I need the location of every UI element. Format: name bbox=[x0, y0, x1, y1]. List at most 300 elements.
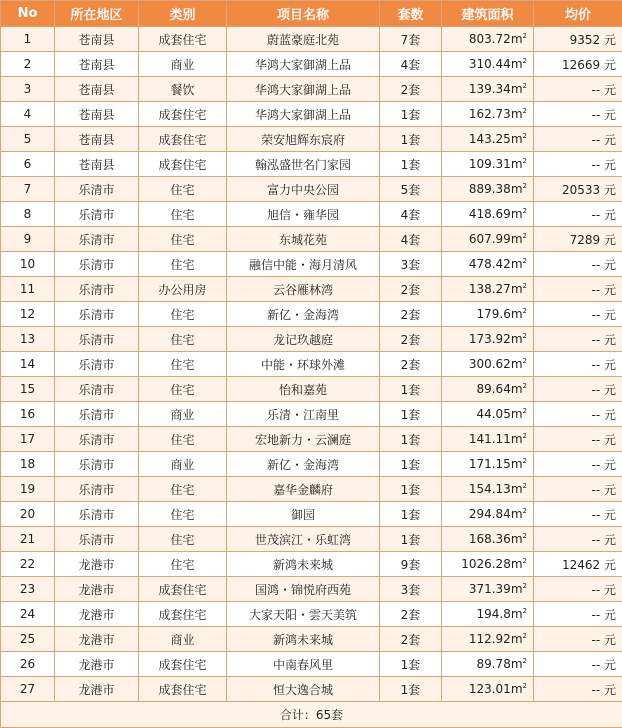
cell-project: 云谷雁林湾 bbox=[227, 277, 380, 302]
cell-category: 住宅 bbox=[139, 477, 227, 502]
cell-no: 19 bbox=[1, 477, 55, 502]
cell-area: 苍南县 bbox=[55, 152, 139, 177]
cell-no: 9 bbox=[1, 227, 55, 252]
cell-category: 成套住宅 bbox=[139, 102, 227, 127]
cell-area: 乐清市 bbox=[55, 327, 139, 352]
cell-project: 宏地新力・云澜庭 bbox=[227, 427, 380, 452]
cell-floor-area bbox=[442, 352, 534, 377]
area-unit: m bbox=[511, 557, 523, 571]
cell-units: 9套 bbox=[380, 552, 442, 577]
cell-units: 4套 bbox=[380, 227, 442, 252]
cell-category: 住宅 bbox=[139, 552, 227, 577]
cell-units: 1套 bbox=[380, 452, 442, 477]
area-unit: m bbox=[511, 107, 523, 121]
area-unit-exponent: 2 bbox=[523, 357, 527, 365]
cell-units: 2套 bbox=[380, 627, 442, 652]
floor-area-value: 171.15 bbox=[469, 457, 511, 471]
floor-area-value: 44.05 bbox=[476, 407, 510, 421]
table-row bbox=[1, 452, 622, 477]
cell-avg-price: -- 元 bbox=[534, 202, 622, 227]
area-unit: m bbox=[511, 457, 523, 471]
floor-area-value: 607.99 bbox=[469, 232, 511, 246]
table-body bbox=[1, 27, 622, 702]
cell-project: 华鸿大家御湖上品 bbox=[227, 77, 380, 102]
cell-category: 住宅 bbox=[139, 352, 227, 377]
area-unit: m bbox=[511, 582, 523, 596]
cell-avg-price: 12462 元 bbox=[534, 552, 622, 577]
floor-area-value: 889.38 bbox=[469, 182, 511, 196]
cell-units: 2套 bbox=[380, 77, 442, 102]
floor-area-value: 168.36 bbox=[469, 532, 511, 546]
cell-category: 办公用房 bbox=[139, 277, 227, 302]
floor-area-value: 109.31 bbox=[469, 157, 511, 171]
area-unit: m bbox=[511, 132, 523, 146]
cell-project: 嘉华金麟府 bbox=[227, 477, 380, 502]
floor-area-value: 418.69 bbox=[469, 207, 511, 221]
cell-avg-price: -- 元 bbox=[534, 277, 622, 302]
table-row bbox=[1, 502, 622, 527]
area-unit: m bbox=[511, 382, 523, 396]
cell-avg-price: -- 元 bbox=[534, 152, 622, 177]
cell-category: 住宅 bbox=[139, 377, 227, 402]
cell-floor-area bbox=[442, 152, 534, 177]
table-footer-row bbox=[1, 702, 622, 728]
cell-avg-price: -- 元 bbox=[534, 427, 622, 452]
cell-no: 14 bbox=[1, 352, 55, 377]
cell-floor-area bbox=[442, 302, 534, 327]
cell-avg-price: -- 元 bbox=[534, 527, 622, 552]
cell-no: 5 bbox=[1, 127, 55, 152]
cell-no: 25 bbox=[1, 627, 55, 652]
table-row bbox=[1, 527, 622, 552]
area-unit-exponent: 2 bbox=[523, 107, 527, 115]
cell-project: 中能・环球外滩 bbox=[227, 352, 380, 377]
table-row bbox=[1, 177, 622, 202]
cell-project: 乐清・江南里 bbox=[227, 402, 380, 427]
table-row bbox=[1, 377, 622, 402]
table-row bbox=[1, 627, 622, 652]
total-units: 合计：65套 bbox=[1, 702, 622, 728]
cell-category: 住宅 bbox=[139, 202, 227, 227]
cell-avg-price: -- 元 bbox=[534, 477, 622, 502]
cell-category: 住宅 bbox=[139, 527, 227, 552]
floor-area-value: 803.72 bbox=[469, 32, 511, 46]
cell-avg-price: -- 元 bbox=[534, 452, 622, 477]
area-unit-exponent: 2 bbox=[523, 282, 527, 290]
cell-units: 7套 bbox=[380, 27, 442, 52]
table-row bbox=[1, 302, 622, 327]
cell-category: 住宅 bbox=[139, 252, 227, 277]
area-unit-exponent: 2 bbox=[523, 382, 527, 390]
cell-floor-area bbox=[442, 577, 534, 602]
table-row bbox=[1, 52, 622, 77]
cell-project: 新亿・金海湾 bbox=[227, 452, 380, 477]
cell-floor-area bbox=[442, 652, 534, 677]
cell-area: 龙港市 bbox=[55, 627, 139, 652]
cell-units: 1套 bbox=[380, 102, 442, 127]
area-unit: m bbox=[511, 157, 523, 171]
cell-units: 4套 bbox=[380, 52, 442, 77]
cell-floor-area bbox=[442, 602, 534, 627]
cell-units: 1套 bbox=[380, 377, 442, 402]
cell-area: 乐清市 bbox=[55, 477, 139, 502]
cell-area: 乐清市 bbox=[55, 302, 139, 327]
cell-floor-area bbox=[442, 277, 534, 302]
table-row bbox=[1, 152, 622, 177]
table-row bbox=[1, 202, 622, 227]
area-unit-exponent: 2 bbox=[523, 32, 527, 40]
area-unit: m bbox=[511, 282, 523, 296]
cell-area: 苍南县 bbox=[55, 77, 139, 102]
table-row bbox=[1, 127, 622, 152]
cell-floor-area bbox=[442, 327, 534, 352]
floor-area-value: 139.34 bbox=[469, 82, 511, 96]
cell-avg-price: 20533 元 bbox=[534, 177, 622, 202]
area-unit-exponent: 2 bbox=[523, 582, 527, 590]
cell-area: 苍南县 bbox=[55, 27, 139, 52]
floor-area-value: 138.27 bbox=[469, 282, 511, 296]
cell-units: 1套 bbox=[380, 502, 442, 527]
area-unit: m bbox=[511, 682, 523, 696]
cell-units: 1套 bbox=[380, 127, 442, 152]
cell-floor-area bbox=[442, 102, 534, 127]
table-row bbox=[1, 352, 622, 377]
area-unit: m bbox=[511, 607, 523, 621]
area-unit-exponent: 2 bbox=[523, 507, 527, 515]
cell-avg-price: -- 元 bbox=[534, 102, 622, 127]
cell-no: 18 bbox=[1, 452, 55, 477]
cell-floor-area bbox=[442, 177, 534, 202]
table-row bbox=[1, 477, 622, 502]
cell-project: 融信中能・海月清风 bbox=[227, 252, 380, 277]
floor-area-value: 310.44 bbox=[469, 57, 511, 71]
area-unit-exponent: 2 bbox=[523, 257, 527, 265]
cell-floor-area bbox=[442, 377, 534, 402]
table-row bbox=[1, 577, 622, 602]
cell-project: 荣安旭辉东宸府 bbox=[227, 127, 380, 152]
area-unit-exponent: 2 bbox=[523, 682, 527, 690]
cell-area: 乐清市 bbox=[55, 527, 139, 552]
cell-units: 1套 bbox=[380, 652, 442, 677]
area-unit-exponent: 2 bbox=[523, 182, 527, 190]
cell-floor-area bbox=[442, 402, 534, 427]
floor-area-value: 89.64 bbox=[476, 382, 510, 396]
cell-no: 6 bbox=[1, 152, 55, 177]
cell-units: 1套 bbox=[380, 402, 442, 427]
cell-category: 商业 bbox=[139, 52, 227, 77]
cell-area: 乐清市 bbox=[55, 252, 139, 277]
cell-category: 成套住宅 bbox=[139, 27, 227, 52]
cell-floor-area bbox=[442, 552, 534, 577]
area-unit: m bbox=[511, 57, 523, 71]
area-unit-exponent: 2 bbox=[523, 457, 527, 465]
area-unit-exponent: 2 bbox=[523, 532, 527, 540]
cell-area: 乐清市 bbox=[55, 502, 139, 527]
area-unit: m bbox=[511, 332, 523, 346]
area-unit-exponent: 2 bbox=[523, 82, 527, 90]
cell-project: 新鸿未来城 bbox=[227, 552, 380, 577]
cell-category: 住宅 bbox=[139, 427, 227, 452]
cell-area: 苍南县 bbox=[55, 102, 139, 127]
cell-no: 7 bbox=[1, 177, 55, 202]
cell-project: 蔚蓝豪庭北苑 bbox=[227, 27, 380, 52]
cell-project: 御园 bbox=[227, 502, 380, 527]
area-unit: m bbox=[511, 232, 523, 246]
area-unit-exponent: 2 bbox=[523, 132, 527, 140]
cell-category: 商业 bbox=[139, 627, 227, 652]
table-row bbox=[1, 102, 622, 127]
cell-project: 大家天阳・雲天美筑 bbox=[227, 602, 380, 627]
cell-avg-price: -- 元 bbox=[534, 127, 622, 152]
cell-floor-area bbox=[442, 427, 534, 452]
cell-project: 世茂滨江・乐虹湾 bbox=[227, 527, 380, 552]
cell-area: 龙港市 bbox=[55, 652, 139, 677]
cell-no: 24 bbox=[1, 602, 55, 627]
cell-area: 乐清市 bbox=[55, 402, 139, 427]
cell-avg-price: -- 元 bbox=[534, 377, 622, 402]
cell-no: 17 bbox=[1, 427, 55, 452]
cell-project: 国鸿・锦悦府西苑 bbox=[227, 577, 380, 602]
area-unit-exponent: 2 bbox=[523, 207, 527, 215]
cell-no: 8 bbox=[1, 202, 55, 227]
cell-area: 乐清市 bbox=[55, 452, 139, 477]
floor-area-value: 1026.28 bbox=[461, 557, 511, 571]
cell-avg-price: 12669 元 bbox=[534, 52, 622, 77]
area-unit: m bbox=[511, 632, 523, 646]
header-no: No bbox=[1, 1, 55, 27]
cell-area: 苍南县 bbox=[55, 127, 139, 152]
cell-units: 1套 bbox=[380, 677, 442, 702]
cell-avg-price: -- 元 bbox=[534, 252, 622, 277]
cell-area: 龙港市 bbox=[55, 602, 139, 627]
cell-area: 龙港市 bbox=[55, 552, 139, 577]
cell-units: 2套 bbox=[380, 602, 442, 627]
floor-area-value: 143.25 bbox=[469, 132, 511, 146]
cell-category: 住宅 bbox=[139, 177, 227, 202]
cell-no: 15 bbox=[1, 377, 55, 402]
cell-area: 乐清市 bbox=[55, 352, 139, 377]
cell-avg-price: -- 元 bbox=[534, 627, 622, 652]
cell-floor-area bbox=[442, 502, 534, 527]
area-unit-exponent: 2 bbox=[523, 407, 527, 415]
cell-floor-area bbox=[442, 627, 534, 652]
area-unit: m bbox=[511, 207, 523, 221]
cell-avg-price: 7289 元 bbox=[534, 227, 622, 252]
area-unit: m bbox=[511, 357, 523, 371]
area-unit: m bbox=[511, 257, 523, 271]
cell-avg-price: -- 元 bbox=[534, 327, 622, 352]
cell-floor-area bbox=[442, 452, 534, 477]
area-unit-exponent: 2 bbox=[523, 57, 527, 65]
cell-project: 新鸿未来城 bbox=[227, 627, 380, 652]
floor-area-value: 162.73 bbox=[469, 107, 511, 121]
floor-area-value: 112.92 bbox=[469, 632, 511, 646]
table-row bbox=[1, 252, 622, 277]
area-unit: m bbox=[511, 32, 523, 46]
area-unit-exponent: 2 bbox=[523, 232, 527, 240]
floor-area-value: 173.92 bbox=[469, 332, 511, 346]
header-avg-price: 均价 bbox=[534, 1, 622, 27]
floor-area-value: 478.42 bbox=[469, 257, 511, 271]
table-row bbox=[1, 402, 622, 427]
cell-category: 成套住宅 bbox=[139, 652, 227, 677]
cell-category: 成套住宅 bbox=[139, 677, 227, 702]
area-unit: m bbox=[511, 507, 523, 521]
floor-area-value: 179.6 bbox=[476, 307, 510, 321]
cell-area: 乐清市 bbox=[55, 427, 139, 452]
header-project: 项目名称 bbox=[227, 1, 380, 27]
cell-units: 1套 bbox=[380, 527, 442, 552]
area-unit-exponent: 2 bbox=[523, 557, 527, 565]
floor-area-value: 294.84 bbox=[469, 507, 511, 521]
cell-floor-area bbox=[442, 227, 534, 252]
floor-area-value: 123.01 bbox=[469, 682, 511, 696]
cell-project: 怡和嘉苑 bbox=[227, 377, 380, 402]
cell-area: 乐清市 bbox=[55, 227, 139, 252]
area-unit: m bbox=[511, 407, 523, 421]
cell-project: 中南春风里 bbox=[227, 652, 380, 677]
cell-category: 商业 bbox=[139, 452, 227, 477]
area-unit-exponent: 2 bbox=[523, 157, 527, 165]
table-row bbox=[1, 552, 622, 577]
header-units: 套数 bbox=[380, 1, 442, 27]
cell-category: 住宅 bbox=[139, 227, 227, 252]
cell-no: 11 bbox=[1, 277, 55, 302]
cell-floor-area bbox=[442, 127, 534, 152]
area-unit-exponent: 2 bbox=[523, 657, 527, 665]
cell-area: 龙港市 bbox=[55, 577, 139, 602]
area-unit-exponent: 2 bbox=[523, 432, 527, 440]
cell-area: 龙港市 bbox=[55, 677, 139, 702]
cell-no: 4 bbox=[1, 102, 55, 127]
cell-avg-price: -- 元 bbox=[534, 352, 622, 377]
cell-area: 苍南县 bbox=[55, 52, 139, 77]
cell-units: 2套 bbox=[380, 277, 442, 302]
table-row bbox=[1, 327, 622, 352]
cell-project: 恒大逸合城 bbox=[227, 677, 380, 702]
cell-category: 成套住宅 bbox=[139, 127, 227, 152]
header-area: 所在地区 bbox=[55, 1, 139, 27]
header-floor-area: 建筑面积 bbox=[442, 1, 534, 27]
cell-category: 住宅 bbox=[139, 302, 227, 327]
cell-category: 商业 bbox=[139, 402, 227, 427]
table-row bbox=[1, 77, 622, 102]
cell-category: 成套住宅 bbox=[139, 577, 227, 602]
cell-no: 1 bbox=[1, 27, 55, 52]
cell-floor-area bbox=[442, 52, 534, 77]
cell-avg-price: -- 元 bbox=[534, 302, 622, 327]
cell-units: 1套 bbox=[380, 477, 442, 502]
cell-no: 16 bbox=[1, 402, 55, 427]
cell-no: 22 bbox=[1, 552, 55, 577]
cell-floor-area bbox=[442, 202, 534, 227]
cell-category: 住宅 bbox=[139, 327, 227, 352]
cell-category: 成套住宅 bbox=[139, 602, 227, 627]
cell-area: 乐清市 bbox=[55, 202, 139, 227]
cell-area: 乐清市 bbox=[55, 277, 139, 302]
cell-no: 21 bbox=[1, 527, 55, 552]
cell-project: 华鸿大家御湖上品 bbox=[227, 102, 380, 127]
floor-area-value: 141.11 bbox=[469, 432, 511, 446]
area-unit: m bbox=[511, 532, 523, 546]
area-unit-exponent: 2 bbox=[523, 607, 527, 615]
area-unit-exponent: 2 bbox=[523, 632, 527, 640]
cell-project: 华鸿大家御湖上品 bbox=[227, 52, 380, 77]
area-unit-exponent: 2 bbox=[523, 307, 527, 315]
floor-area-value: 154.13 bbox=[469, 482, 511, 496]
cell-avg-price: -- 元 bbox=[534, 602, 622, 627]
cell-no: 12 bbox=[1, 302, 55, 327]
table-row bbox=[1, 427, 622, 452]
cell-avg-price: -- 元 bbox=[534, 677, 622, 702]
cell-avg-price: -- 元 bbox=[534, 402, 622, 427]
cell-avg-price: 9352 元 bbox=[534, 27, 622, 52]
floor-area-value: 194.8 bbox=[476, 607, 510, 621]
table-header-row bbox=[1, 1, 622, 27]
area-unit: m bbox=[511, 82, 523, 96]
cell-area: 乐清市 bbox=[55, 177, 139, 202]
cell-floor-area bbox=[442, 252, 534, 277]
cell-project: 新亿・金海湾 bbox=[227, 302, 380, 327]
area-unit: m bbox=[511, 657, 523, 671]
table-row bbox=[1, 652, 622, 677]
cell-units: 2套 bbox=[380, 352, 442, 377]
cell-category: 餐饮 bbox=[139, 77, 227, 102]
cell-no: 3 bbox=[1, 77, 55, 102]
area-unit: m bbox=[511, 182, 523, 196]
cell-project: 翰泓盛世名门家园 bbox=[227, 152, 380, 177]
cell-project: 旭信・雍华园 bbox=[227, 202, 380, 227]
cell-units: 4套 bbox=[380, 202, 442, 227]
floor-area-value: 89.78 bbox=[476, 657, 510, 671]
cell-project: 龙记玖越庭 bbox=[227, 327, 380, 352]
header-category: 类别 bbox=[139, 1, 227, 27]
cell-units: 1套 bbox=[380, 152, 442, 177]
cell-avg-price: -- 元 bbox=[534, 577, 622, 602]
cell-floor-area bbox=[442, 477, 534, 502]
cell-category: 成套住宅 bbox=[139, 152, 227, 177]
table-row bbox=[1, 27, 622, 52]
cell-avg-price: -- 元 bbox=[534, 652, 622, 677]
cell-floor-area bbox=[442, 527, 534, 552]
area-unit: m bbox=[511, 432, 523, 446]
table-row bbox=[1, 602, 622, 627]
table-row bbox=[1, 277, 622, 302]
cell-no: 27 bbox=[1, 677, 55, 702]
cell-units: 2套 bbox=[380, 327, 442, 352]
cell-no: 2 bbox=[1, 52, 55, 77]
cell-project: 富力中央公园 bbox=[227, 177, 380, 202]
cell-floor-area bbox=[442, 27, 534, 52]
cell-units: 3套 bbox=[380, 252, 442, 277]
cell-no: 10 bbox=[1, 252, 55, 277]
area-unit: m bbox=[511, 307, 523, 321]
table-row bbox=[1, 227, 622, 252]
cell-no: 23 bbox=[1, 577, 55, 602]
cell-no: 26 bbox=[1, 652, 55, 677]
cell-units: 1套 bbox=[380, 427, 442, 452]
area-unit: m bbox=[511, 482, 523, 496]
cell-category: 住宅 bbox=[139, 502, 227, 527]
cell-no: 20 bbox=[1, 502, 55, 527]
floor-area-value: 371.39 bbox=[469, 582, 511, 596]
cell-units: 5套 bbox=[380, 177, 442, 202]
cell-units: 2套 bbox=[380, 302, 442, 327]
cell-project: 东城花苑 bbox=[227, 227, 380, 252]
cell-avg-price: -- 元 bbox=[534, 502, 622, 527]
cell-units: 3套 bbox=[380, 577, 442, 602]
floor-area-value: 300.62 bbox=[469, 357, 511, 371]
